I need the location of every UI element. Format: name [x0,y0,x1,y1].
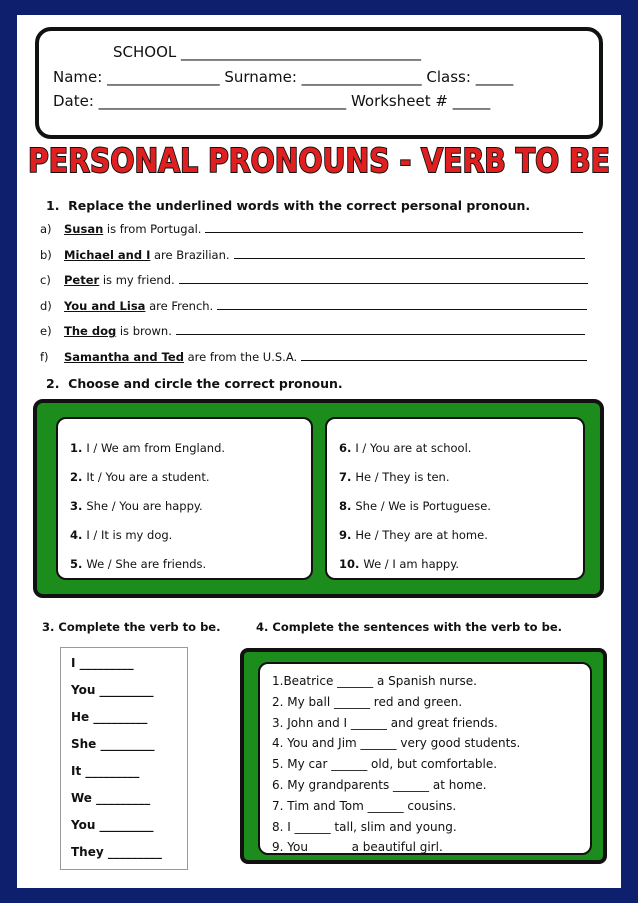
exercise-4-box [240,648,607,864]
item-text: She / We is Portuguese. [355,499,491,513]
item-number: 10. [339,557,360,571]
sentence-item[interactable]: 7. Tim and Tom ______ cousins. [272,798,457,813]
exercise-1-heading: 1. Replace the underlined words with the correct personal pronoun. [46,198,531,213]
verb-item[interactable]: She _________ [71,737,155,751]
item-letter: f) [40,350,49,364]
exercise-3-heading: 3. Complete the verb to be. [42,620,221,634]
exercise-1-item [40,324,585,338]
item-text: She / You are happy. [86,499,203,513]
name-line: Name: _______________ Surname: ________________ Class: _____ [53,68,514,86]
sentence-rest: are from the U.S.A. [183,350,298,364]
exercise-1-item [40,299,587,313]
exercise-1-item [40,350,587,364]
underlined-words: Samantha and Ted [64,350,184,364]
choice-item[interactable] [70,557,206,571]
verb-item[interactable]: They _________ [71,845,162,859]
exercise-3-list [60,647,188,870]
item-letter: c) [40,273,51,287]
date-line: Date: _________________________________ Worksheet # _____ [53,92,491,110]
answer-line[interactable] [176,325,585,335]
answer-line[interactable] [205,223,583,233]
exercise-1-item [40,222,583,236]
exercise-2-left-panel [56,417,313,580]
item-number: 3. [70,499,83,513]
underlined-words: You and Lisa [64,299,146,313]
choice-item[interactable] [339,441,471,455]
item-number: 7. [339,470,352,484]
choice-item[interactable] [70,470,210,484]
answer-line[interactable] [217,300,587,310]
school-line: SCHOOL ________________________________ [113,43,422,61]
sentence-rest: is brown. [116,324,172,338]
item-text: I / You are at school. [355,441,472,455]
underlined-words: Michael and I [64,248,151,262]
item-text: He / They is ten. [355,470,450,484]
item-text: We / I am happy. [363,557,460,571]
item-text: I / It is my dog. [86,528,173,542]
item-number: 5. [70,557,83,571]
item-number: 6. [339,441,352,455]
exercise-1-item [40,248,585,262]
choice-item[interactable] [339,499,491,513]
exercise-1-item [40,273,588,287]
exercise-4-panel [258,662,592,855]
answer-line[interactable] [234,249,585,259]
verb-item[interactable]: We _________ [71,791,151,805]
sentence-item[interactable]: 3. John and I ______ and great friends. [272,715,498,730]
verb-item[interactable]: You _________ [71,683,154,697]
choice-item[interactable] [339,557,459,571]
verb-item[interactable]: I _________ [71,656,134,670]
item-number: 8. [339,499,352,513]
sentence-rest: are Brazilian. [150,248,230,262]
item-letter: e) [40,324,52,338]
choice-item[interactable] [70,441,225,455]
underlined-words: The dog [64,324,117,338]
title-text: PERSONAL PRONOUNS - VERB TO BE [28,141,610,180]
answer-line[interactable] [301,351,587,361]
exercise-2-heading: 2. Choose and circle the correct pronoun. [46,376,343,391]
choice-item[interactable] [70,499,203,513]
sentence-rest: is my friend. [99,273,175,287]
item-text: We / She are friends. [86,557,207,571]
worksheet-title [24,134,614,186]
item-number: 9. [339,528,352,542]
item-letter: d) [40,299,52,313]
choice-item[interactable] [339,528,488,542]
item-letter: a) [40,222,52,236]
item-number: 4. [70,528,83,542]
choice-item[interactable] [339,470,450,484]
item-text: He / They are at home. [355,528,488,542]
verb-item[interactable]: He _________ [71,710,148,724]
item-letter: b) [40,248,52,262]
answer-line[interactable] [179,274,588,284]
sentence-item[interactable]: 9. You ______ a beautiful girl. [272,840,443,855]
verb-item[interactable]: You _________ [71,818,154,832]
verb-item[interactable]: It _________ [71,764,140,778]
choice-item[interactable] [70,528,172,542]
sentence-item[interactable]: 2. My ball ______ red and green. [272,694,463,709]
sentence-rest: are French. [145,299,214,313]
underlined-words: Susan [64,222,104,236]
exercise-4-heading: 4. Complete the sentences with the verb to be. [256,620,562,634]
sentence-item[interactable]: 5. My car ______ old, but comfortable. [272,757,498,772]
header-box [35,27,603,139]
sentence-item[interactable]: 4. You and Jim ______ very good students. [272,736,521,751]
item-text: It / You are a student. [86,470,210,484]
exercise-2-box [33,399,604,598]
underlined-words: Peter [64,273,100,287]
item-number: 2. [70,470,83,484]
sentence-item[interactable]: 1.Beatrice ______ a Spanish nurse. [272,674,477,688]
item-number: 1. [70,441,83,455]
item-text: I / We am from England. [86,441,226,455]
sentence-item[interactable]: 8. I ______ tall, slim and young. [272,819,457,834]
sentence-rest: is from Portugal. [103,222,202,236]
exercise-2-right-panel [325,417,585,580]
sentence-item[interactable]: 6. My grandparents ______ at home. [272,778,487,792]
